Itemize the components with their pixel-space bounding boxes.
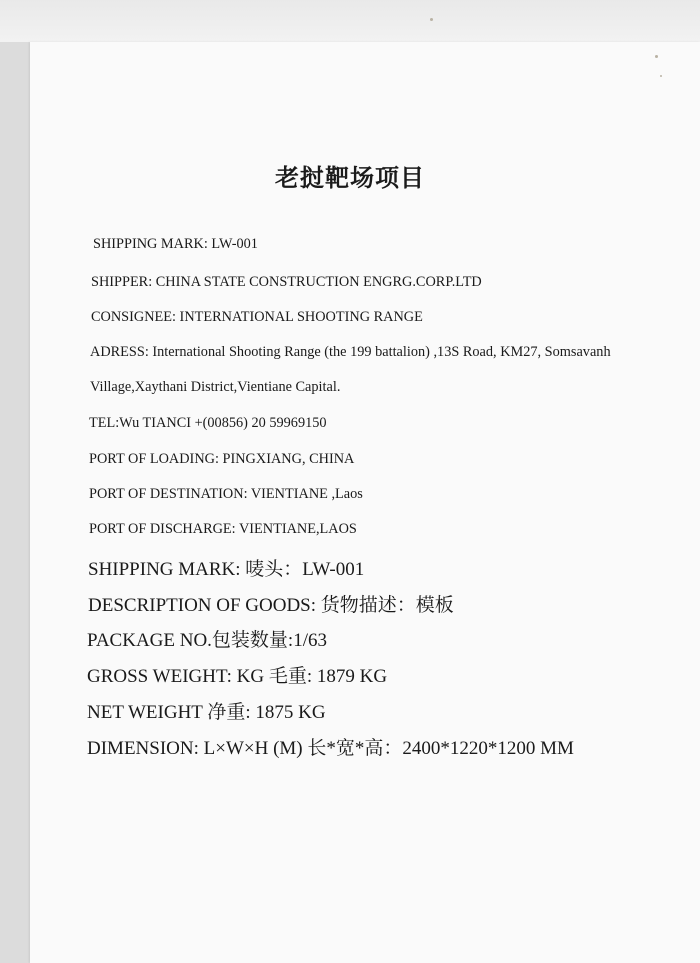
shipper-line: SHIPPER: CHINA STATE CONSTRUCTION ENGRG.CORP.LTD [91, 274, 482, 290]
address-line-1: ADRESS: International Shooting Range (the 199 battalion) ,13S Road, KM27, Somsavanh [90, 344, 611, 360]
port-of-loading-line: PORT OF LOADING: PINGXIANG, CHINA [89, 451, 355, 467]
package-number-line: PACKAGE NO.包装数量:1/63 [87, 630, 327, 651]
scan-speck [660, 75, 662, 77]
address-line-2: Village,Xaythani District,Vientiane Capital. [90, 379, 341, 395]
document-title: 老挝靶场项目 [275, 164, 425, 192]
description-of-goods-line: DESCRIPTION OF GOODS: 货物描述：模板 [88, 595, 454, 616]
scan-background [0, 0, 700, 42]
shipping-mark-line: SHIPPING MARK: LW-001 [93, 236, 258, 252]
net-weight-line: NET WEIGHT 净重: 1875 KG [87, 702, 326, 723]
scan-speck [430, 18, 433, 21]
port-of-discharge-line: PORT OF DISCHARGE: VIENTIANE,LAOS [89, 521, 357, 537]
dimension-line: DIMENSION: L×W×H (M) 长*宽*高：2400*1220*1200 MM [87, 738, 574, 759]
scan-speck [655, 55, 658, 58]
port-of-destination-line: PORT OF DESTINATION: VIENTIANE ,Laos [89, 486, 363, 502]
consignee-line: CONSIGNEE: INTERNATIONAL SHOOTING RANGE [91, 309, 423, 325]
gross-weight-line: GROSS WEIGHT: KG 毛重: 1879 KG [87, 666, 388, 687]
shipping-mark-large-line: SHIPPING MARK: 唛头：LW-001 [88, 559, 365, 580]
telephone-line: TEL:Wu TIANCI +(00856) 20 59969150 [89, 415, 327, 431]
